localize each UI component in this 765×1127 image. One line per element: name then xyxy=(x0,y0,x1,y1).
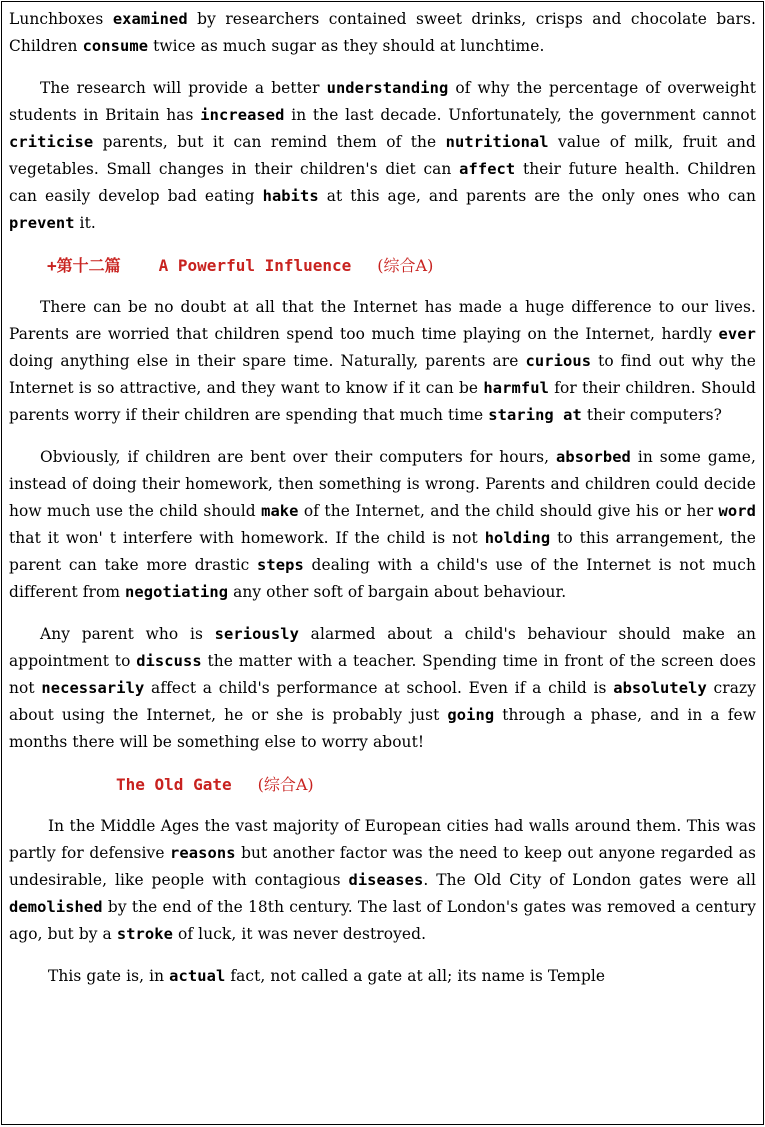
vocabulary-word: diseases xyxy=(348,871,424,889)
text-run: Lunchboxes xyxy=(9,10,113,28)
text-run: that it won' t interfere with homework. If the child is not xyxy=(9,529,485,547)
text-run: dealing with a child's use of the Internet is not much different from xyxy=(9,556,756,601)
vocabulary-word: demolished xyxy=(9,898,103,916)
text-run: in the last decade. Unfortunately, the government cannot xyxy=(284,106,757,124)
text-run: value of milk, fruit and vegetables. Small changes in their children's diet can xyxy=(9,133,756,178)
vocabulary-word: consume xyxy=(82,37,149,55)
text-run: . The Old City of London gates were all xyxy=(423,871,756,889)
paragraph-2 xyxy=(9,75,756,237)
vocabulary-word: increased xyxy=(200,106,285,124)
paragraph-7 xyxy=(9,963,756,990)
section-heading-1 xyxy=(9,252,756,279)
paragraph-5 xyxy=(9,621,756,756)
text-run: any other soft of bargain about behaviour. xyxy=(228,583,567,601)
vocabulary-word: staring at xyxy=(488,406,582,424)
text-run: Obviously, if children are bent over their computers for hours, xyxy=(40,448,556,466)
vocabulary-word: make xyxy=(261,502,299,520)
text-run: The research will provide a better xyxy=(40,79,327,97)
vocabulary-word: examined xyxy=(112,10,188,28)
vocabulary-word: necessarily xyxy=(41,679,145,697)
vocabulary-word: prevent xyxy=(9,214,75,232)
text-run: of the Internet, and the child should give his or her xyxy=(298,502,719,520)
text-run: but another factor was the need to keep out anyone regarded as undesirable, like people with contagious xyxy=(9,844,756,889)
vocabulary-word: ever xyxy=(718,325,756,343)
paragraph-3 xyxy=(9,294,756,429)
vocabulary-word: absorbed xyxy=(556,448,631,466)
vocabulary-word: understanding xyxy=(326,79,449,97)
vocabulary-word: seriously xyxy=(214,625,299,643)
text-run: to find out why the Internet is so attractive, and they want to know if it can be xyxy=(9,352,756,397)
vocabulary-word: criticise xyxy=(9,133,94,151)
text-run: crazy about using the Internet, he or she is probably just xyxy=(9,679,757,724)
paragraph-4 xyxy=(9,444,756,606)
document-page xyxy=(1,1,764,1125)
vocabulary-word: curious xyxy=(525,352,592,370)
vocabulary-word: affect xyxy=(459,160,516,178)
vocabulary-word: reasons xyxy=(170,844,236,862)
section-title: The Old Gate xyxy=(116,775,232,794)
vocabulary-word: harmful xyxy=(483,379,549,397)
vocabulary-word: holding xyxy=(484,529,551,547)
text-run: of luck, it was never destroyed. xyxy=(173,925,427,943)
text-run: in some game, instead of doing their homework, then something is wrong. Parents and children could decide how much use the child should xyxy=(9,448,756,520)
text-run: In the Middle Ages the vast majority of European cities had walls around them. This was partly for defensive xyxy=(9,817,756,862)
section-tag: (综合A) xyxy=(377,256,434,275)
text-run: fact, not called a gate at all; its name is Temple xyxy=(225,967,606,985)
vocabulary-word: word xyxy=(718,502,757,520)
text-run: at this age, and parents are the only ones who can xyxy=(318,187,756,205)
vocabulary-word: discuss xyxy=(136,652,202,670)
text-run: to this arrangement, the parent can take more drastic xyxy=(9,529,756,574)
paragraph-1 xyxy=(9,6,756,60)
vocabulary-word: absolutely xyxy=(613,679,707,697)
text-run: it. xyxy=(74,214,96,232)
text-run: doing anything else in their spare time. Naturally, parents are xyxy=(9,352,526,370)
text-run: for their children. Should parents worry if their children are spending that much time xyxy=(9,379,756,424)
paragraph-6 xyxy=(9,813,756,948)
section-heading-2 xyxy=(9,771,756,798)
text-run: parents, but it can remind them of the xyxy=(93,133,446,151)
text-run: Any parent who is xyxy=(40,625,215,643)
vocabulary-word: actual xyxy=(169,967,226,985)
text-run: of why the percentage of overweight students in Britain has xyxy=(9,79,756,124)
text-run: the matter with a teacher. Spending time in front of the screen does not xyxy=(9,652,757,697)
text-run: twice as much sugar as they should at lunchtime. xyxy=(148,37,545,55)
section-number: +第十二篇 xyxy=(47,256,121,275)
text-run: by the end of the 18th century. The last of London's gates was removed a century ago, but by a xyxy=(9,898,756,943)
text-run: There can be no doubt at all that the Internet has made a huge difference to our lives. Parents are worried that children spend too much time playing on the Internet, hardly xyxy=(9,298,756,343)
vocabulary-word: negotiating xyxy=(125,583,229,601)
vocabulary-word: going xyxy=(447,706,495,724)
text-run: by researchers contained sweet drinks, crisps and chocolate bars. Children xyxy=(9,10,757,55)
text-run: their future health. Children can easily develop bad eating xyxy=(9,160,756,205)
vocabulary-word: habits xyxy=(262,187,319,205)
text-run: through a phase, and in a few months there will be something else to worry about! xyxy=(9,706,756,751)
text-run: This gate is, in xyxy=(48,967,170,985)
section-title: A Powerful Influence xyxy=(158,256,352,275)
text-run: alarmed about a child's behaviour should make an appointment to xyxy=(9,625,756,670)
text-run: affect a child's performance at school. Even if a child is xyxy=(144,679,614,697)
text-run: their computers? xyxy=(581,406,722,424)
vocabulary-word: steps xyxy=(257,556,304,574)
vocabulary-word: nutritional xyxy=(445,133,549,151)
section-tag: (综合A) xyxy=(257,775,314,794)
vocabulary-word: stroke xyxy=(116,925,174,943)
